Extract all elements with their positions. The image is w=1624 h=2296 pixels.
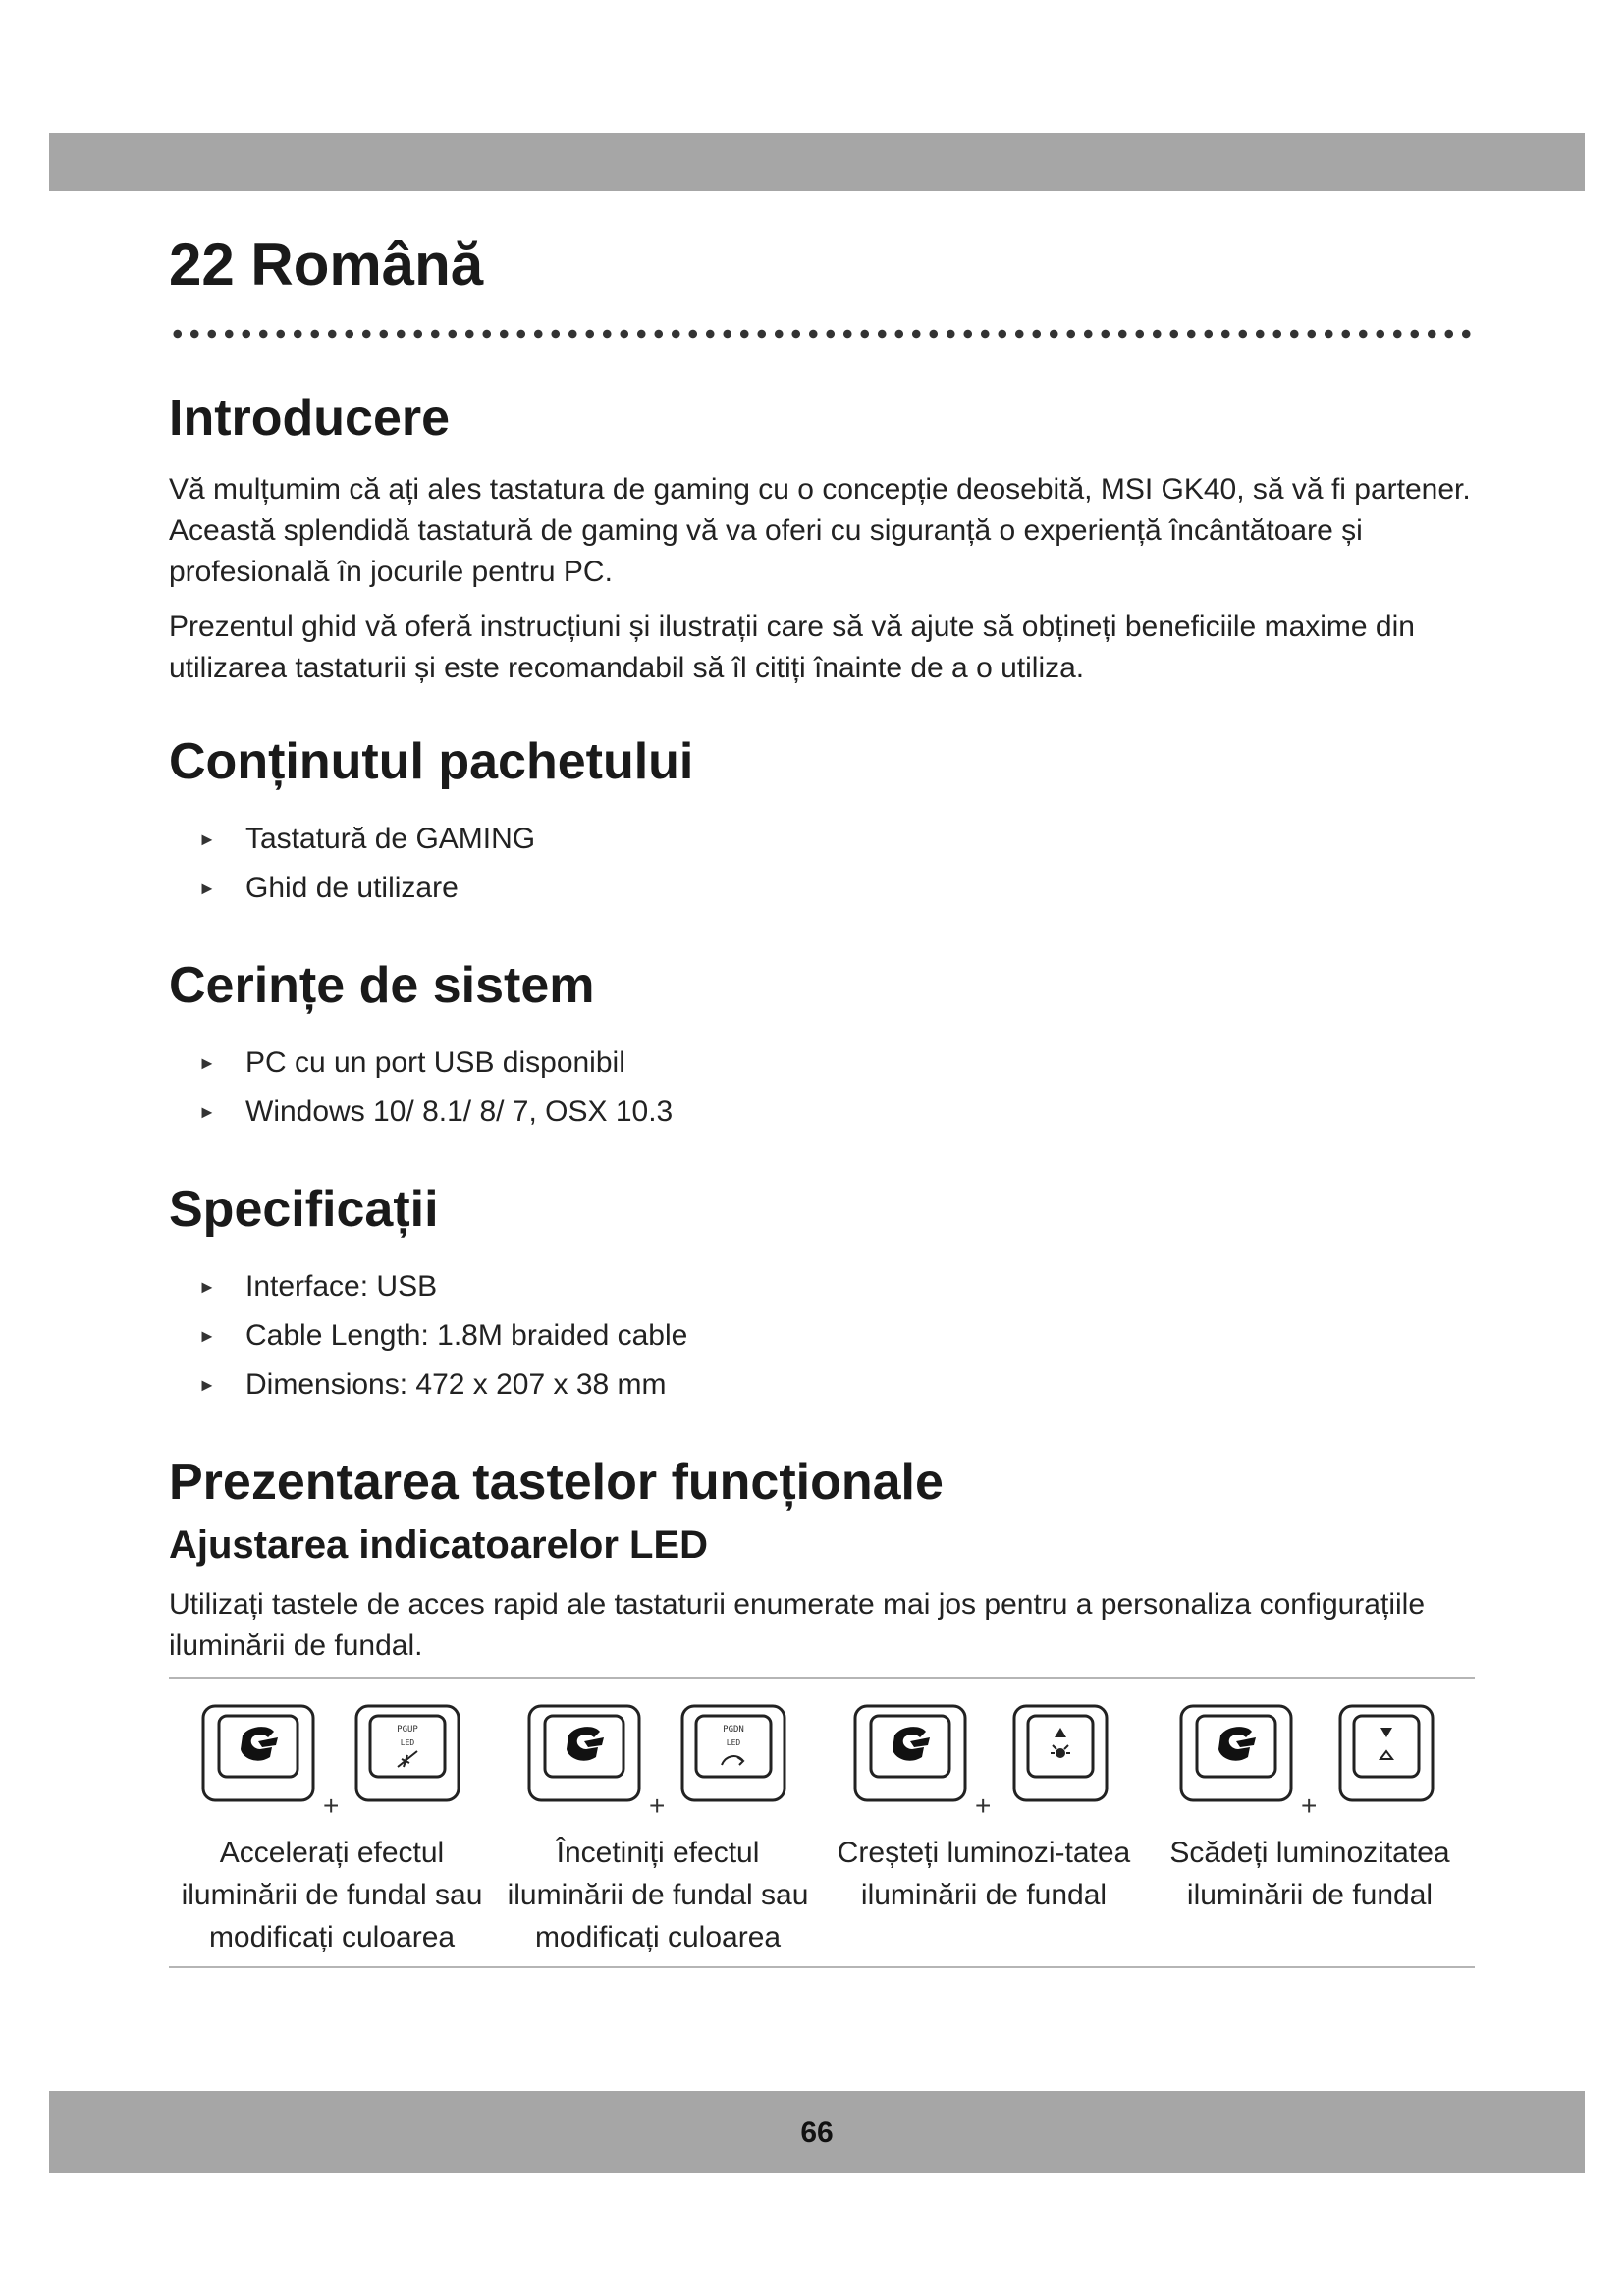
intro-paragraph-2: Prezentul ghid vă oferă instrucțiuni și ilustrații care să vă ajute să obțineți beneficiile maxime din utilizarea tastaturii și este recomandabil să îl citiți înainte de a o utiliza. [169,611,1415,684]
requirements-list [169,1039,1475,1137]
bullet-arrow-icon: ► [198,879,216,898]
key-pair [1177,1702,1442,1820]
package-heading: Conținutul pachetului [169,733,694,790]
bullet-arrow-icon: ► [198,829,216,849]
combo-description: Încetiniți efectul iluminării de fundal sau modificați culoarea [507,1837,809,1953]
svg-text:LED: LED [400,1738,415,1747]
plus-sign: + [323,1790,340,1821]
table-bottom-rule [169,1966,1475,1968]
page-title: 22 Română [169,232,484,297]
up-arrow-key-icon [1014,1706,1107,1800]
function-keys-section [169,1451,1475,1968]
requirements-section [169,954,1475,1137]
combo-description: Accelerați efectul iluminării de fundal sau modificați culoarea [181,1837,483,1953]
combo-description: Creșteți luminozi-tatea iluminării de fundal [837,1837,1131,1911]
package-list [169,815,1475,913]
svg-text:PGUP: PGUP [397,1725,418,1735]
pgdn-key-icon [682,1706,785,1800]
svg-text:PGDN: PGDN [723,1725,744,1735]
msi-key-icon [529,1706,639,1800]
key-pair [199,1702,464,1820]
combo-description: Scădeți luminozitatea iluminării de fundal [1169,1837,1450,1911]
list-item: ► Tastatură de GAMING [245,815,1475,864]
intro-heading: Introducere [169,390,451,447]
msi-key-icon [1181,1706,1291,1800]
led-subheading: Ajustarea indicatoarelor LED [169,1523,709,1567]
key-combo-brightness-down [1147,1679,1473,1958]
function-keys-heading: Prezentarea tastelor funcționale [169,1454,944,1511]
subheading-wrap [169,1520,1475,1571]
msi-key-icon [855,1706,965,1800]
plus-sign: + [649,1790,666,1821]
dotted-divider [169,328,1473,340]
header-bar [49,133,1585,191]
pgup-key-icon [356,1706,459,1800]
intro-paragraph-1: Vă mulțumim că ați ales tastatura de gaming cu o concepție deosebită, MSI GK40, să vă fi partener. Această splendidă tastatură de gaming vă va oferi cu siguranță o experiență încântătoare și profesională în jocurile pentru PC. [169,473,1471,588]
plus-sign: + [975,1790,992,1821]
requirements-heading: Cerințe de sistem [169,957,595,1014]
specs-list [169,1262,1475,1410]
list-item: ► Ghid de utilizare [245,864,1475,913]
page-number: 66 [800,2116,834,2149]
key-pair [851,1702,1116,1820]
key-combo-brightness-up [821,1679,1147,1958]
bullet-arrow-icon: ► [198,1053,216,1073]
intro-section [169,387,1475,689]
bullet-arrow-icon: ► [198,1375,216,1395]
key-combos-row [169,1679,1475,1958]
specs-heading: Specificații [169,1181,439,1238]
msi-key-icon [203,1706,313,1800]
list-item: ► Windows 10/ 8.1/ 8/ 7, OSX 10.3 [245,1088,1475,1137]
list-item: ► Cable Length: 1.8M braided cable [245,1311,1475,1361]
package-section [169,730,1475,913]
key-pair [525,1702,790,1820]
specs-section [169,1178,1475,1410]
key-combo-slow-down [495,1679,821,1958]
footer-bar [49,2091,1585,2173]
plus-sign: + [1301,1790,1318,1821]
list-item: ► Interface: USB [245,1262,1475,1311]
svg-text:LED: LED [726,1738,741,1747]
key-combo-accelerate [169,1679,495,1958]
down-arrow-key-icon [1340,1706,1433,1800]
list-item: ► PC cu un port USB disponibil [245,1039,1475,1088]
bullet-arrow-icon: ► [198,1277,216,1297]
page-content [169,226,1475,1968]
bullet-arrow-icon: ► [198,1102,216,1122]
led-description: Utilizați tastele de acces rapid ale tastaturii enumerate mai jos pentru a personaliza configurațiile iluminării de fundal. [169,1588,1425,1662]
bullet-arrow-icon: ► [198,1326,216,1346]
list-item: ► Dimensions: 472 x 207 x 38 mm [245,1361,1475,1410]
